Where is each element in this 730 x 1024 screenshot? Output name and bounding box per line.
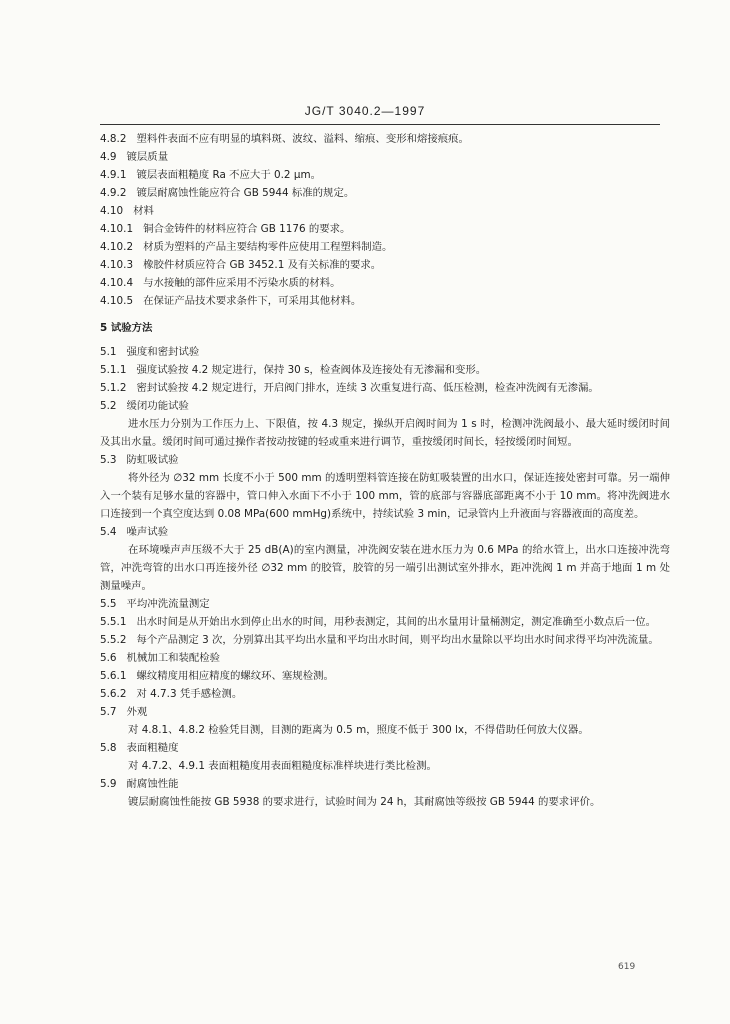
clause-number: 5.8 <box>100 742 117 754</box>
clause-4-9 <box>100 148 670 166</box>
clause-4-9-2 <box>100 184 670 202</box>
clause-5-6 <box>100 649 670 667</box>
clause-5-6-1 <box>100 667 670 685</box>
header-rule <box>100 124 660 125</box>
clause-text: 在保证产品技术要求条件下，可采用其他材料。 <box>143 295 362 307</box>
clause-number: 4.9.2 <box>100 187 127 199</box>
clause-5-4 <box>100 523 670 541</box>
clause-text: 表面粗糙度 <box>126 742 179 754</box>
clause-text: 螺纹精度用相应精度的螺纹环、塞规检测。 <box>136 670 334 682</box>
clause-text: 材料 <box>133 205 154 217</box>
clause-text: 每个产品测定 3 次，分别算出其平均出水量和平均出水时间，则平均出水量除以平均出水时间求得平均冲洗流量。 <box>136 634 659 646</box>
clause-5-8 <box>100 739 670 757</box>
clause-number: 5.5 <box>100 598 117 610</box>
clause-number: 5.1 <box>100 346 117 358</box>
clause-5-1 <box>100 343 670 361</box>
paragraph <box>100 793 670 811</box>
clause-text: 镀层耐腐蚀性能按 GB 5938 的要求进行，试验时间为 24 h，其耐腐蚀等级按 GB 5944 的要求评价。 <box>128 796 601 808</box>
clause-number: 4.10 <box>100 205 124 217</box>
clause-text: 外观 <box>126 706 148 718</box>
clause-4-10-1 <box>100 220 670 238</box>
clause-5-7 <box>100 703 670 721</box>
clause-text: 强度试验按 4.2 规定进行，保持 30 s，检查阀体及连接处有无渗漏和变形。 <box>136 364 487 376</box>
clause-number: 5.5.1 <box>100 616 127 628</box>
clause-text: 耐腐蚀性能 <box>126 778 179 790</box>
paragraph <box>100 469 670 523</box>
clause-text: 镀层质量 <box>126 151 169 163</box>
clause-number: 5.6 <box>100 652 117 664</box>
clause-text: 对 4.7.3 凭手感检测。 <box>136 688 243 700</box>
clause-5-5-2 <box>100 631 670 649</box>
clause-number: 5.1.2 <box>100 382 127 394</box>
section-5-title: 5 试验方法 <box>100 322 153 334</box>
clause-number: 5.4 <box>100 526 117 538</box>
paragraph <box>100 541 670 595</box>
clause-text: 在环境噪声声压级不大于 25 dB(A)的室内测量，冲洗阀安装在进水压力为 0.6 MPa 的给水管上，出水口连接冲洗弯管，冲洗弯管的出水口再连接外径 ∅32 mm 的胶管，胶管的另一端引出测试室外排水，距冲洗阀 1 m 并高于地面 1 m 处测量噪声。 <box>100 544 670 592</box>
clause-number: 5.6.2 <box>100 688 127 700</box>
clause-number: 4.10.1 <box>100 223 134 235</box>
clause-text: 镀层表面粗糙度 Ra 不应大于 0.2 μm。 <box>136 169 321 181</box>
clause-number: 5.2 <box>100 400 117 412</box>
clause-5-2 <box>100 397 670 415</box>
clause-number: 5.1.1 <box>100 364 127 376</box>
clause-number: 5.6.1 <box>100 670 127 682</box>
clause-text: 出水时间是从开始出水到停止出水的时间，用秒表测定，其间的出水量用计量桶测定，测定准确至小数点后一位。 <box>136 616 656 628</box>
clause-text: 进水压力分别为工作压力上、下限值，按 4.3 规定，操纵开启阀时间为 1 s 时，检测冲洗阀最小、最大延时缓闭时间及其出水量。缓闭时间可通过操作者按动按键的轻或重来进行调节，重按缓闭时间长，轻按缓闭时间短。 <box>100 418 670 448</box>
clause-number: 5.7 <box>100 706 117 718</box>
clause-number: 4.8.2 <box>100 133 127 145</box>
clause-number: 4.10.4 <box>100 277 134 289</box>
clause-number: 5.9 <box>100 778 117 790</box>
clause-text: 镀层耐腐蚀性能应符合 GB 5944 标准的规定。 <box>136 187 355 199</box>
clause-5-3 <box>100 451 670 469</box>
page-number: 619 <box>618 962 636 972</box>
clause-number: 5.5.2 <box>100 634 127 646</box>
clause-4-10-2 <box>100 238 670 256</box>
clause-text: 橡胶件材质应符合 GB 3452.1 及有关标准的要求。 <box>143 259 382 271</box>
document-body <box>100 130 670 811</box>
clause-text: 平均冲洗流量测定 <box>126 598 210 610</box>
clause-number: 4.10.2 <box>100 241 134 253</box>
clause-4-10-4 <box>100 274 670 292</box>
clause-4-10-3 <box>100 256 670 274</box>
clause-text: 强度和密封试验 <box>126 346 200 358</box>
clause-number: 5.3 <box>100 454 117 466</box>
clause-4-9-1 <box>100 166 670 184</box>
clause-text: 噪声试验 <box>126 526 169 538</box>
clause-text: 对 4.7.2、4.9.1 表面粗糙度用表面粗糙度标准样块进行类比检测。 <box>128 760 437 772</box>
clause-5-1-2 <box>100 379 670 397</box>
clause-text: 将外径为 ∅32 mm 长度不小于 500 mm 的透明塑料管连接在防虹吸装置的出水口，保证连接处密封可靠。另一端伸入一个装有足够水量的容器中，管口伸入水面下不小于 100 mm，管的底部与容器底部距离不小于 10 mm。将冲洗阀进水口连接到一个真空度达到 0.08 MPa(600 mmHg)系统中，持续试验 3 min，记录管内上升液面与容器液面的高度差。 <box>100 472 670 520</box>
clause-text: 缓闭功能试验 <box>126 400 189 412</box>
paragraph <box>100 721 670 739</box>
clause-5-5-1 <box>100 613 670 631</box>
clause-4-10 <box>100 202 670 220</box>
clause-5-9 <box>100 775 670 793</box>
clause-text: 材质为塑料的产品主要结构零件应使用工程塑料制造。 <box>143 241 393 253</box>
clause-number: 4.9.1 <box>100 169 127 181</box>
clause-5-6-2 <box>100 685 670 703</box>
clause-text: 铜合金铸件的材料应符合 GB 1176 的要求。 <box>143 223 351 235</box>
clause-text: 密封试验按 4.2 规定进行，开启阀门排水，连续 3 次重复进行高、低压检测，检查冲洗阀有无渗漏。 <box>136 382 599 394</box>
paragraph <box>100 757 670 775</box>
paragraph <box>100 415 670 451</box>
clause-number: 4.10.3 <box>100 259 134 271</box>
page-header: JG/T 3040.2—1997 <box>304 104 426 118</box>
clause-text: 与水接触的部件应采用不污染水质的材料。 <box>143 277 341 289</box>
clause-4-8-2 <box>100 130 670 148</box>
clause-5-1-1 <box>100 361 670 379</box>
clause-4-10-5 <box>100 292 670 310</box>
clause-number: 4.10.5 <box>100 295 134 307</box>
clause-text: 机械加工和装配检验 <box>126 652 221 664</box>
clause-text: 对 4.8.1、4.8.2 检验凭目测，目测的距离为 0.5 m，照度不低于 300 lx，不得借助任何放大仪器。 <box>128 724 589 736</box>
clause-text: 防虹吸试验 <box>126 454 179 466</box>
clause-number: 4.9 <box>100 151 117 163</box>
clause-text: 塑料件表面不应有明显的填料斑、波纹、溢料、缩痕、变形和熔接痕痕。 <box>136 133 469 145</box>
clause-5-5 <box>100 595 670 613</box>
